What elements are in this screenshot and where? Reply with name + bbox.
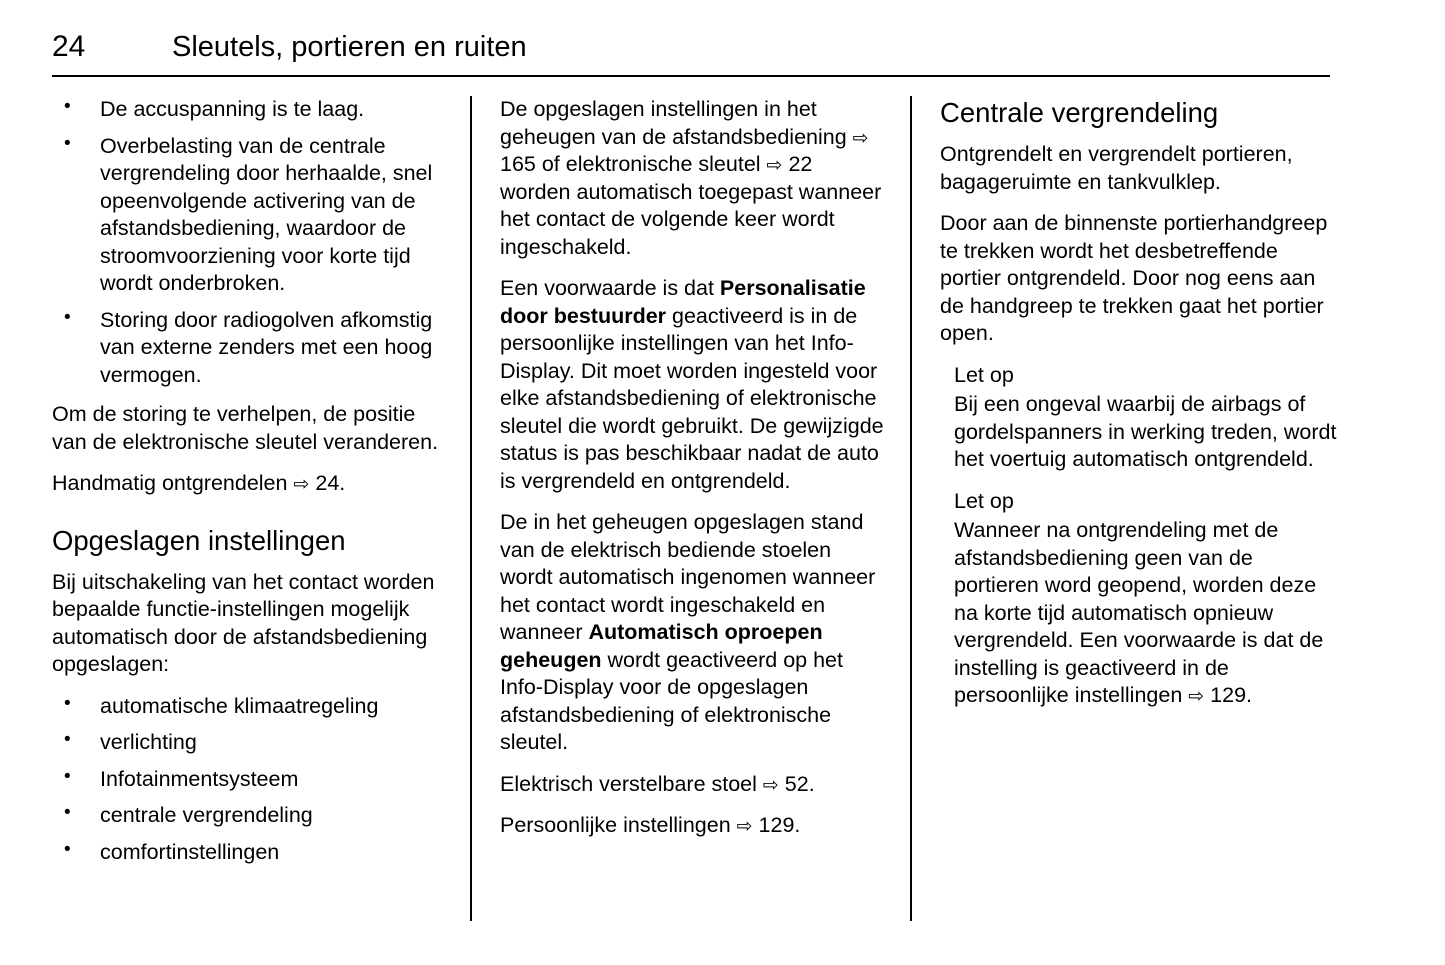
- note-title: Let op: [954, 488, 1014, 513]
- manual-unlock-text: Handmatig ontgrendelen: [52, 471, 294, 496]
- list-item: • verlichting: [52, 729, 446, 757]
- paragraph-central-locking-intro: Ontgrendelt en vergrendelt portieren, bagageruimte en tankvulklep.: [940, 142, 1293, 194]
- page-title: Sleutels, portieren en ruiten: [172, 31, 527, 63]
- paragraph-personal-settings-ref: [500, 812, 886, 840]
- paragraph-personalisation: [500, 275, 886, 495]
- note-text-body: Wanneer na ontgrendeling met de afstandsbediening geen van de portieren word geopend, worden deze na korte tijd automatisch opnieuw vergrendeld. Een voorwaarde is dat de instelling is geactiveerd in de persoonlijke instellingen: [954, 518, 1324, 708]
- note-title: Let op: [954, 362, 1014, 387]
- bullet-list-stored-settings: [52, 693, 446, 867]
- power-seat-ref: 52.: [784, 771, 815, 796]
- column-one: [52, 96, 470, 921]
- section-title-central-locking: Centrale vergrendeling: [940, 97, 1219, 128]
- list-item: • centrale vergrendeling: [52, 802, 446, 830]
- personal-settings-ref: 129.: [758, 813, 801, 838]
- paragraph-manual-unlock: [52, 470, 446, 498]
- reference-arrow-icon: ⇨: [766, 154, 783, 177]
- memory-settings-ref-2: 22 worden automatisch toegepast wanneer het contact de volgende keer wordt ingeschakeld.: [500, 152, 882, 259]
- list-item: • Overbelasting van de centrale vergrendeling door herhaalde, snel opeenvolgende activering van de afstandsbediening, waardoor de stroomvoorziening voor korte tijd wordt onderbroken.: [52, 133, 446, 298]
- column-three: [910, 96, 1342, 921]
- paragraph-stored-settings-intro: Bij uitschakeling van het contact worden bepaalde functie-instellingen mogelijk automatisch door de afstandsbediening opgeslagen:: [52, 569, 435, 677]
- list-item: • comfortinstellingen: [52, 839, 446, 867]
- note-relock: [954, 488, 1342, 710]
- note-airbags: [954, 362, 1342, 474]
- column-two: [470, 96, 910, 921]
- list-item: • Infotainmentsysteem: [52, 766, 446, 794]
- page-header: [52, 30, 1330, 64]
- list-item: • De accuspanning is te laag.: [52, 96, 446, 124]
- power-seat-text: Elektrisch verstelbare stoel: [500, 771, 763, 796]
- personalisation-text-b: geactiveerd is in de persoonlijke instellingen van het Info-Display. Dit moet worden ingesteld voor elke afstandsbediening of elektronische sleutel die wordt gebruikt. De gewijzigde status is pas beschikbaar nadat de auto is vergrendeld en ontgrendeld.: [500, 303, 884, 493]
- memory-settings-text-a: De opgeslagen instellingen in het geheugen van de afstandsbediening: [500, 97, 853, 149]
- content-columns: [52, 96, 1342, 921]
- seat-memory-text-b: wordt geactiveerd op het Info-Display voor de opgeslagen afstandsbediening of elektronische sleutel.: [500, 647, 843, 755]
- list-item: • Storing door radiogolven afkomstig van externe zenders met een hoog vermogen.: [52, 307, 446, 390]
- bullet-list-causes: [52, 96, 446, 389]
- reference-arrow-icon: ⇨: [736, 815, 753, 838]
- seat-memory-bold-term: Automatisch oproepen geheugen: [500, 620, 823, 672]
- personalisation-text-a: Een voorwaarde is dat: [500, 276, 720, 301]
- section-title-stored-settings: Opgeslagen instellingen: [52, 524, 346, 556]
- note-text: Bij een ongeval waarbij de airbags of gordelspanners in werking treden, wordt het voertuig automatisch ontgrendeld.: [954, 392, 1337, 472]
- personalisation-bold-term: Personalisatie door bestuurder: [500, 276, 866, 328]
- reference-arrow-icon: ⇨: [852, 126, 869, 149]
- header-divider: [52, 75, 1330, 77]
- paragraph-door-handle: Door aan de binnenste portierhandgreep te trekken wordt het desbetreffende portier ontgrendeld. Door nog eens aan de handgreep te trekken gaat het portier open.: [940, 211, 1328, 346]
- paragraph-remedy: Om de storing te verhelpen, de positie van de elektronische sleutel veranderen.: [52, 402, 439, 454]
- list-item: • automatische klimaatregeling: [52, 693, 446, 721]
- reference-arrow-icon: ⇨: [293, 473, 310, 496]
- note-text: [954, 517, 1342, 710]
- reference-arrow-icon: ⇨: [1188, 685, 1205, 708]
- page-number: 24: [52, 30, 86, 63]
- reference-arrow-icon: ⇨: [762, 773, 779, 796]
- seat-memory-text-a: De in het geheugen opgeslagen stand van de elektrisch bediende stoelen wordt automatisch ingenomen wanneer het contact wordt ingeschakeld en wanneer: [500, 510, 876, 645]
- paragraph-seat-memory: [500, 509, 886, 757]
- paragraph-memory-settings: [500, 96, 886, 261]
- memory-settings-ref-1: 165 of elektronische sleutel: [500, 152, 767, 177]
- personal-settings-text: Persoonlijke instellingen: [500, 813, 737, 838]
- manual-unlock-ref: 24.: [315, 471, 346, 496]
- paragraph-power-seat-ref: [500, 771, 886, 799]
- note-text-ref: 129.: [1210, 683, 1253, 708]
